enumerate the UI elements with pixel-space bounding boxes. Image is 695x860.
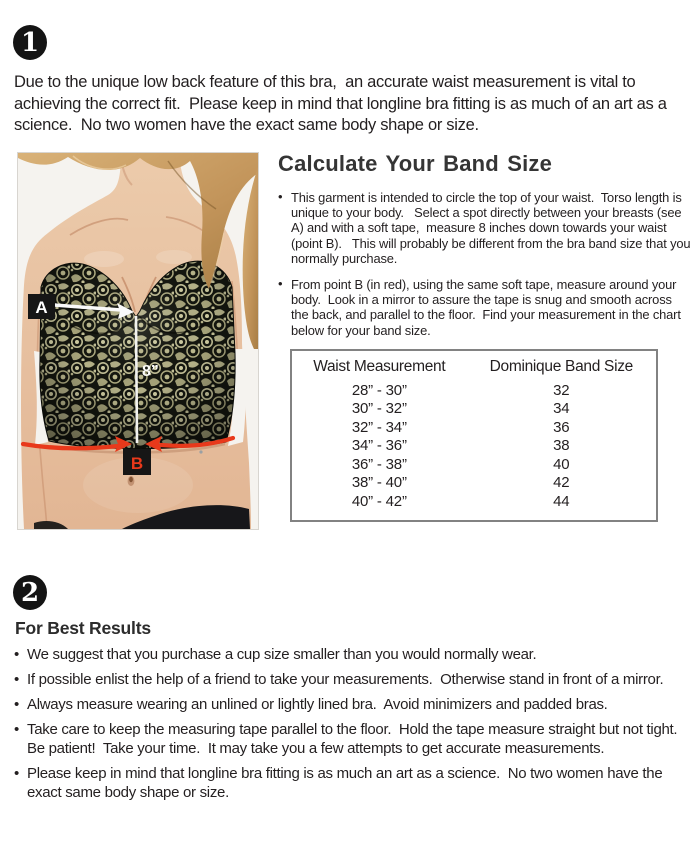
- chest-highlight-left: [84, 251, 124, 267]
- table-row: [291, 420, 657, 439]
- tip-item: • Take care to keep the measuring tape parallel to the floor. Hold the tape measure straight but not tight. Be patient! Take your time. It may take you a few attempts to get accurate measurements.: [18, 720, 690, 759]
- measurement-illustration: [18, 153, 258, 529]
- instruction-item: • From point B (in red), using the same soft tape, measure around your body. Look in a mirror to assure the tape is snug and smooth across the back, and parallel to the floor. Find your measurement in the chart below for your band size.: [278, 277, 692, 338]
- tip-item: • If possible enlist the help of a friend to take your measurements. Otherwise stand in front of a mirror.: [18, 670, 690, 689]
- intro-paragraph: Due to the unique low back feature of this bra, an accurate waist measurement is vital to achieving the correct fit. Please keep in mind that longline bra fitting is as much of an art as a science. No two women have the exact same body shape or size.: [14, 73, 671, 134]
- best-results-heading: For Best Results: [15, 618, 151, 638]
- band-size-instructions: [278, 190, 692, 338]
- table-row: [291, 383, 657, 402]
- tip-item: • We suggest that you purchase a cup size smaller than you would normally wear.: [18, 645, 690, 664]
- band-size-section: [278, 151, 692, 522]
- piercing: [199, 450, 202, 453]
- band-cell: 34: [553, 400, 570, 418]
- band-cell: 32: [553, 381, 570, 399]
- step-2-badge: [13, 575, 47, 610]
- band-cell: 44: [553, 492, 570, 510]
- size-chart-table: [290, 349, 658, 522]
- band-cell: 38: [553, 437, 570, 455]
- table-row: [291, 475, 657, 494]
- step-1-number: 1: [20, 27, 40, 58]
- band-size-heading: Calculate Your Band Size: [278, 151, 553, 176]
- table-row: [291, 494, 657, 521]
- waist-cell: 28” - 30”: [351, 381, 407, 399]
- size-chart-header-band: Dominique Band Size: [489, 357, 633, 375]
- size-chart-header-row: [291, 350, 657, 383]
- waist-cell: 36” - 38”: [351, 455, 407, 473]
- waist-cell: 40” - 42”: [351, 492, 407, 510]
- waist-cell: 38” - 40”: [351, 474, 407, 492]
- point-a-label: A: [35, 298, 48, 317]
- size-chart-header-waist: Waist Measurement: [313, 357, 446, 375]
- instruction-item: • This garment is intended to circle the top of your waist. Torso length is unique to your body. Select a spot directly between your breasts (see A) and with a soft tape, measure 8 inches down towards your waist (point B). This will probably be different from the bra band size that you normally purchase.: [278, 190, 692, 266]
- tip-item: • Always measure wearing an unlined or lightly lined bra. Avoid minimizers and padded bras.: [18, 695, 690, 714]
- table-row: [291, 457, 657, 476]
- waist-cell: 32” - 34”: [351, 418, 407, 436]
- band-cell: 36: [553, 418, 570, 436]
- measurement-8-label: 8”: [142, 363, 159, 380]
- navel-shadow: [129, 477, 133, 482]
- chest-highlight-right: [156, 250, 192, 264]
- vertical-measure-line: [136, 316, 137, 443]
- step-1-badge: [13, 25, 47, 60]
- waist-cell: 34” - 36”: [351, 437, 407, 455]
- waist-cell: 30” - 32”: [351, 400, 407, 418]
- band-cell: 42: [553, 474, 570, 492]
- band-cell: 40: [553, 455, 570, 473]
- best-results-list: [18, 645, 690, 808]
- point-b-label: B: [130, 454, 144, 473]
- step-2-number: 2: [20, 577, 40, 608]
- table-row: [291, 401, 657, 420]
- table-row: [291, 438, 657, 457]
- tip-item: • Please keep in mind that longline bra fitting is as much an art as a science. No two women have the exact same body shape or size.: [18, 764, 690, 803]
- fit-photo: [17, 152, 259, 530]
